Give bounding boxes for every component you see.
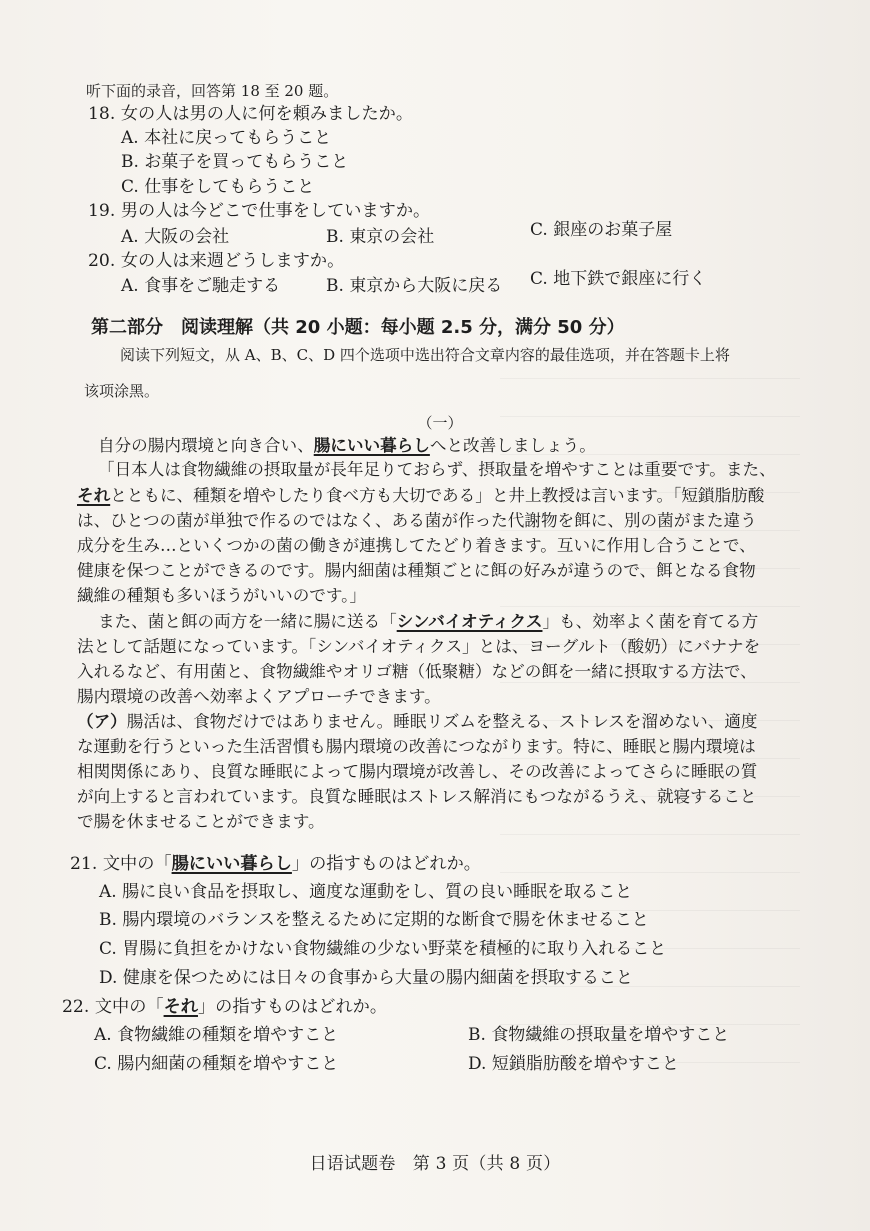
question-19 [88, 203, 430, 220]
question-emphasis: それ [163, 997, 198, 1017]
question-prefix: 文中の「 [94, 997, 164, 1017]
question-text: 男の人は今どこで仕事をしていますか。 [120, 201, 431, 221]
option-18-b [121, 154, 348, 171]
option-text: 大阪の会社 [144, 227, 230, 247]
passage-emphasis: それ [77, 486, 111, 505]
option-21-a [99, 884, 632, 901]
question-prefix: 文中の「 [102, 854, 172, 874]
passage-line-1 [98, 438, 596, 455]
option-20-a [121, 278, 280, 295]
passage-line-4: は、ひとつの菌が単独で作るのではなく、ある菌が作った代謝物を餌に、別の菌がまた違う [77, 511, 757, 530]
option-label: B. [99, 910, 117, 930]
passage-text: 自分の腸内環境と向き合い、 [98, 436, 314, 455]
reading-section-title: 第二部分 阅读理解（共 20 小题：每小题 2.5 分，满分 50 分） [91, 317, 625, 338]
option-22-c [94, 1056, 338, 1073]
question-22 [62, 999, 387, 1016]
option-18-c [121, 179, 314, 196]
option-text: 健康を保つためには日々の食事から大量の腸内細菌を摂取すること [122, 968, 633, 988]
option-18-a [121, 130, 331, 147]
passage-line-5: 成分を生み…といくつかの菌の働きが連携してたどり着きます。互いに作用し合うことで、 [77, 536, 756, 555]
option-text: 本社に戻ってもらうこと [144, 128, 332, 148]
page-footer: 日语试题卷 第 3 页（共 8 页） [309, 1154, 561, 1174]
question-text: 女の人は来週どうしますか。 [120, 251, 345, 271]
passage-line-7: 繊維の種類も多いほうがいいのです。」 [77, 586, 367, 605]
passage-text: また、菌と餌の両方を一緒に腸に送る「 [98, 612, 397, 631]
option-label: C. [121, 177, 139, 197]
question-number: 21. [70, 854, 98, 874]
option-21-d [99, 970, 633, 987]
option-text: 地下鉄で銀座に行く [553, 269, 707, 289]
question-number: 18. [88, 104, 116, 124]
passage-number: （一） [417, 414, 463, 432]
passage-line-8 [98, 614, 758, 631]
option-20-c [530, 271, 706, 288]
option-text: お菓子を買ってもらうこと [144, 152, 349, 172]
passage-text: へと改善しましょう。 [429, 436, 596, 455]
passage-line-14: 相関関係にあり、良質な睡眠によって腸内環境が改善し、その改善によってさらに睡眠の質 [77, 762, 758, 781]
passage-line-6: 健康を保つことができるのです。腸内細菌は種類ごとに餌の好みが違うので、餌となる食物 [77, 561, 756, 580]
option-19-b [326, 229, 434, 246]
option-text: 胃腸に負担をかけない食物繊維の少ない野菜を積極的に取り入れること [122, 939, 667, 959]
option-text: 銀座のお菓子屋 [553, 220, 673, 240]
question-18 [88, 106, 413, 123]
passage-text: とともに、種類を増やしたり食べ方も大切である」と井上教授は言います。「短鎖脂肪酸 [110, 486, 765, 505]
question-suffix: 」の指すものはどれか。 [197, 997, 388, 1017]
passage-text: 腸活は、食物だけではありません。睡眠リズムを整える、ストレスを溜めない、適度 [126, 712, 758, 731]
passage-emphasis: 腸にいい暮らし [313, 436, 430, 455]
question-emphasis: 腸にいい暮らし [171, 854, 292, 874]
question-number: 22. [62, 997, 90, 1017]
option-20-b [326, 278, 502, 295]
option-19-c [530, 222, 672, 239]
question-number: 19. [88, 201, 116, 221]
option-label: C. [94, 1054, 112, 1074]
passage-line-11: 腸内環境の改善へ効率よくアプローチできます。 [77, 687, 441, 706]
passage-line-9: 法として話題になっています。「シンバイオティクス」とは、ヨーグルト（酸奶）にバナナを [77, 637, 761, 656]
option-label: B. [468, 1025, 486, 1045]
passage-line-12 [77, 714, 758, 731]
reading-instruction-line1: 阅读下列短文，从 A、B、C、D 四个选项中选出符合文章内容的最佳选项，并在答题卡上将 [120, 346, 730, 364]
option-label: B. [326, 276, 344, 296]
option-label: D. [99, 968, 118, 988]
option-21-b [99, 912, 649, 929]
option-label: A. [94, 1025, 112, 1045]
passage-emphasis: シンバイオティクス [396, 612, 543, 631]
reading-instruction-line2: 该项涂黑。 [84, 382, 160, 400]
option-text: 東京の会社 [349, 227, 435, 247]
option-label: A. [121, 227, 139, 247]
passage-line-15: が向上すると言われています。良質な睡眠はストレス解消にもつながるうえ、就寝すること [77, 787, 757, 806]
option-text: 短鎖脂肪酸を増やすこと [491, 1054, 679, 1074]
option-text: 仕事をしてもらうこと [144, 177, 315, 197]
question-21 [70, 856, 481, 873]
option-label: B. [326, 227, 344, 247]
option-text: 東京から大阪に戻る [349, 276, 503, 296]
question-suffix: 」の指すものはどれか。 [291, 854, 481, 874]
option-22-b [468, 1027, 729, 1044]
question-text: 女の人は男の人に何を頼みましたか。 [120, 104, 414, 124]
option-19-a [121, 229, 229, 246]
option-text: 腸内環境のバランスを整えるために定期的な断食で腸を休ませること [122, 910, 649, 930]
option-22-d [468, 1056, 679, 1073]
passage-line-13: な運動を行うといった生活習慣も腸内環境の改善につながります。特に、睡眠と腸内環境は [77, 737, 756, 756]
passage-line-16: で腸を休ませることができます。 [77, 812, 325, 831]
option-label: D. [468, 1054, 487, 1074]
option-22-a [94, 1027, 338, 1044]
option-21-c [99, 941, 666, 958]
passage-line-3 [77, 488, 764, 505]
passage-marker: （ア） [77, 712, 127, 731]
question-number: 20. [88, 251, 116, 271]
option-text: 食物繊維の摂取量を増やすこと [491, 1025, 730, 1045]
option-text: 食物繊維の種類を増やすこと [117, 1025, 339, 1045]
listening-intro: 听下面的录音，回答第 18 至 20 题。 [86, 82, 339, 100]
option-label: A. [99, 882, 117, 902]
option-text: 腸に良い食品を摂取し、適度な運動をし、質の良い睡眠を取ること [122, 882, 633, 902]
passage-line-2: 「日本人は食物繊維の摂取量が長年足りておらず、摂取量を増やすことは重要です。また、 [98, 460, 776, 479]
option-text: 腸内細菌の種類を増やすこと [117, 1054, 339, 1074]
option-label: A. [121, 276, 139, 296]
option-label: C. [530, 269, 548, 289]
option-label: C. [530, 220, 548, 240]
option-label: C. [99, 939, 117, 959]
option-label: B. [121, 152, 139, 172]
passage-line-10: 入れるなど、有用菌と、食物繊維やオリゴ糖（低聚糖）などの餌を一緒に摂取する方法で、 [77, 662, 757, 681]
passage-text: 」も、効率よく菌を育てる方 [542, 612, 759, 631]
option-label: A. [121, 128, 139, 148]
question-20 [88, 253, 344, 270]
option-text: 食事をご馳走する [144, 276, 281, 296]
